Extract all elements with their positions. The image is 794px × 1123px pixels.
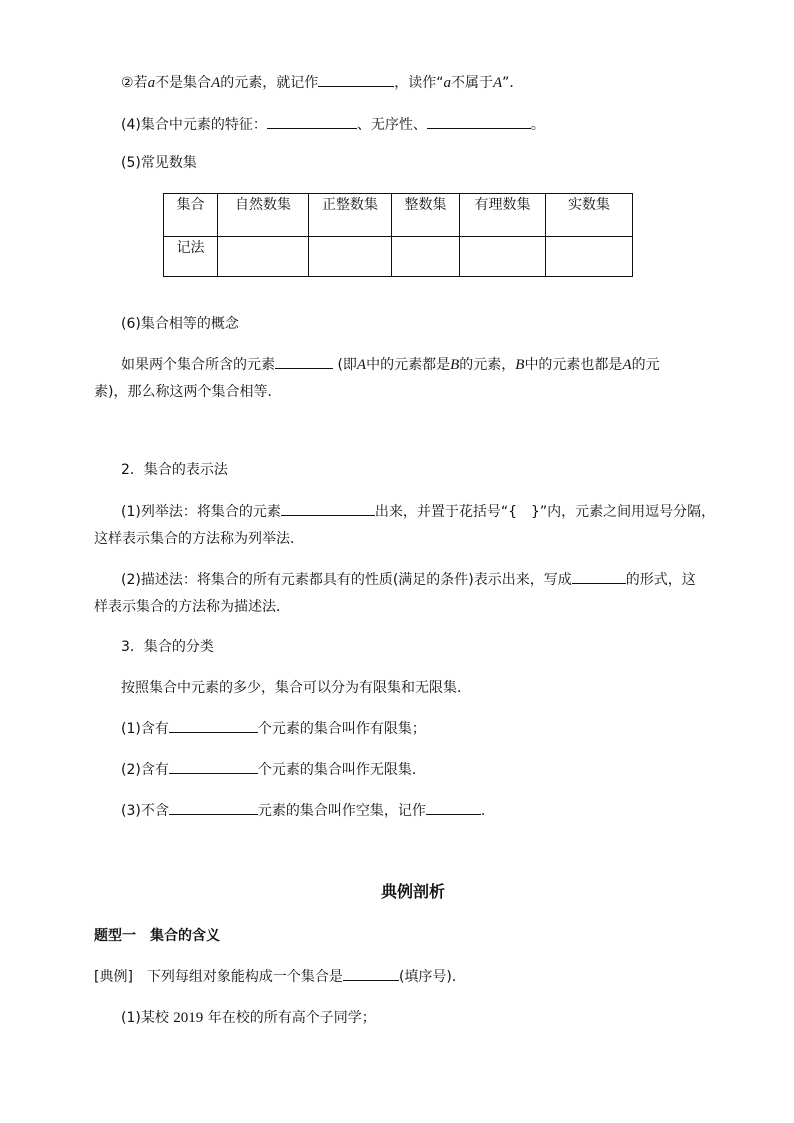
text: 如果两个集合所含的元素 bbox=[121, 357, 275, 373]
examples-heading: 典例剖析 bbox=[381, 882, 446, 901]
text: (1)列举法：将集合的元素 bbox=[121, 504, 281, 520]
text: 个元素的集合叫作有限集； bbox=[257, 721, 426, 737]
table-header-cell: 正整数集 bbox=[309, 194, 392, 237]
table-header-cell: 集合 bbox=[164, 194, 218, 237]
variable-A: A bbox=[356, 357, 367, 373]
answer-blank[interactable] bbox=[169, 759, 258, 774]
year: 2019 bbox=[173, 1010, 204, 1026]
variable-A: A bbox=[211, 75, 221, 91]
text: 、无序性、 bbox=[356, 117, 427, 133]
answer-blank[interactable] bbox=[267, 114, 357, 129]
answer-blank[interactable] bbox=[169, 800, 258, 815]
section-3-title: 3．集合的分类 bbox=[121, 639, 214, 655]
common-sets-title: (5)常见数集 bbox=[121, 155, 197, 171]
text: (1)某校 bbox=[121, 1010, 174, 1026]
table-row-label: 记法 bbox=[164, 237, 218, 277]
variable-a: a bbox=[443, 75, 451, 91]
text: 的元素，就记作 bbox=[220, 75, 319, 91]
answer-blank[interactable] bbox=[318, 72, 394, 87]
answer-blank[interactable] bbox=[427, 114, 531, 129]
text: 不是集合 bbox=[155, 75, 212, 91]
number-sets-table bbox=[163, 193, 633, 277]
table-cell-empty[interactable] bbox=[460, 237, 546, 277]
section-2-title: 2．集合的表示法 bbox=[121, 462, 228, 478]
table-cell-empty[interactable] bbox=[546, 237, 633, 277]
answer-blank[interactable] bbox=[426, 800, 481, 815]
table-cell-empty[interactable] bbox=[392, 237, 460, 277]
equal-sets-text-line1 bbox=[121, 354, 660, 375]
text: 的元素， bbox=[459, 357, 516, 373]
describing-method-line1 bbox=[121, 569, 696, 590]
not-belong-line bbox=[121, 72, 523, 93]
text: 中的元素都是 bbox=[366, 357, 451, 373]
equal-sets-text-line2: 素)，那么称这两个集合相等． bbox=[94, 384, 282, 400]
listing-method-line2: 这样表示集合的方法称为列举法． bbox=[94, 531, 304, 547]
text: 年在校的所有高个子同学； bbox=[203, 1010, 376, 1026]
table-header-cell: 自然数集 bbox=[218, 194, 309, 237]
text: 不属于 bbox=[451, 75, 493, 91]
table-header-cell: 有理数集 bbox=[460, 194, 546, 237]
classification-intro: 按照集合中元素的多少，集合可以分为有限集和无限集． bbox=[121, 680, 471, 696]
example-prompt bbox=[94, 966, 466, 987]
text: (填序号)． bbox=[398, 969, 466, 985]
text: (2)含有 bbox=[121, 762, 169, 778]
text: 个元素的集合叫作无限集． bbox=[257, 762, 426, 778]
empty-set-line bbox=[121, 800, 485, 821]
answer-blank[interactable] bbox=[572, 569, 626, 584]
text: 出来，并置于花括号“{ }”内，元素之间用逗号分隔， bbox=[374, 504, 716, 520]
table-cell-empty[interactable] bbox=[218, 237, 309, 277]
text: 元素的集合叫作空集，记作 bbox=[257, 803, 426, 819]
table-header-cell: 整数集 bbox=[392, 194, 460, 237]
variable-B: B bbox=[450, 357, 460, 373]
answer-blank[interactable] bbox=[281, 501, 375, 516]
equal-sets-title: (6)集合相等的概念 bbox=[121, 316, 239, 332]
text: (即 bbox=[333, 357, 357, 373]
example-item-1 bbox=[121, 1008, 376, 1028]
text: 。 bbox=[530, 117, 545, 133]
text: (3)不含 bbox=[121, 803, 169, 819]
variable-A: A bbox=[493, 75, 503, 91]
describing-method-line2: 样表示集合的方法称为描述法． bbox=[94, 599, 290, 615]
text: (2)描述法：将集合的所有元素都具有的性质(满足的条件)表示出来，写成 bbox=[121, 572, 572, 588]
variable-B: B bbox=[515, 357, 525, 373]
table-header-cell: 实数集 bbox=[546, 194, 633, 237]
table-cell-empty[interactable] bbox=[309, 237, 392, 277]
finite-set-line bbox=[121, 718, 426, 739]
text: 的元 bbox=[631, 357, 660, 373]
variable-a: a bbox=[147, 75, 156, 91]
text: ②若 bbox=[121, 75, 148, 91]
text: ，读作“ bbox=[394, 75, 444, 91]
text: (1)含有 bbox=[121, 721, 169, 737]
text: 中的元素也都是 bbox=[524, 357, 623, 373]
text: [典例] 下列每组对象能构成一个集合是 bbox=[94, 969, 343, 985]
answer-blank[interactable] bbox=[169, 718, 258, 733]
text: (4)集合中元素的特征： bbox=[121, 117, 267, 133]
text: . bbox=[480, 803, 486, 819]
element-features-line bbox=[121, 114, 545, 135]
question-type-title: 题型一 集合的含义 bbox=[94, 928, 220, 944]
table-row bbox=[164, 237, 633, 277]
listing-method-line1 bbox=[121, 501, 715, 522]
answer-blank[interactable] bbox=[343, 966, 399, 981]
table-header-row bbox=[164, 194, 633, 237]
variable-A: A bbox=[622, 357, 632, 373]
infinite-set-line bbox=[121, 759, 426, 780]
answer-blank[interactable] bbox=[275, 354, 333, 369]
text: 的形式，这 bbox=[625, 572, 696, 588]
text: ”． bbox=[502, 75, 524, 91]
